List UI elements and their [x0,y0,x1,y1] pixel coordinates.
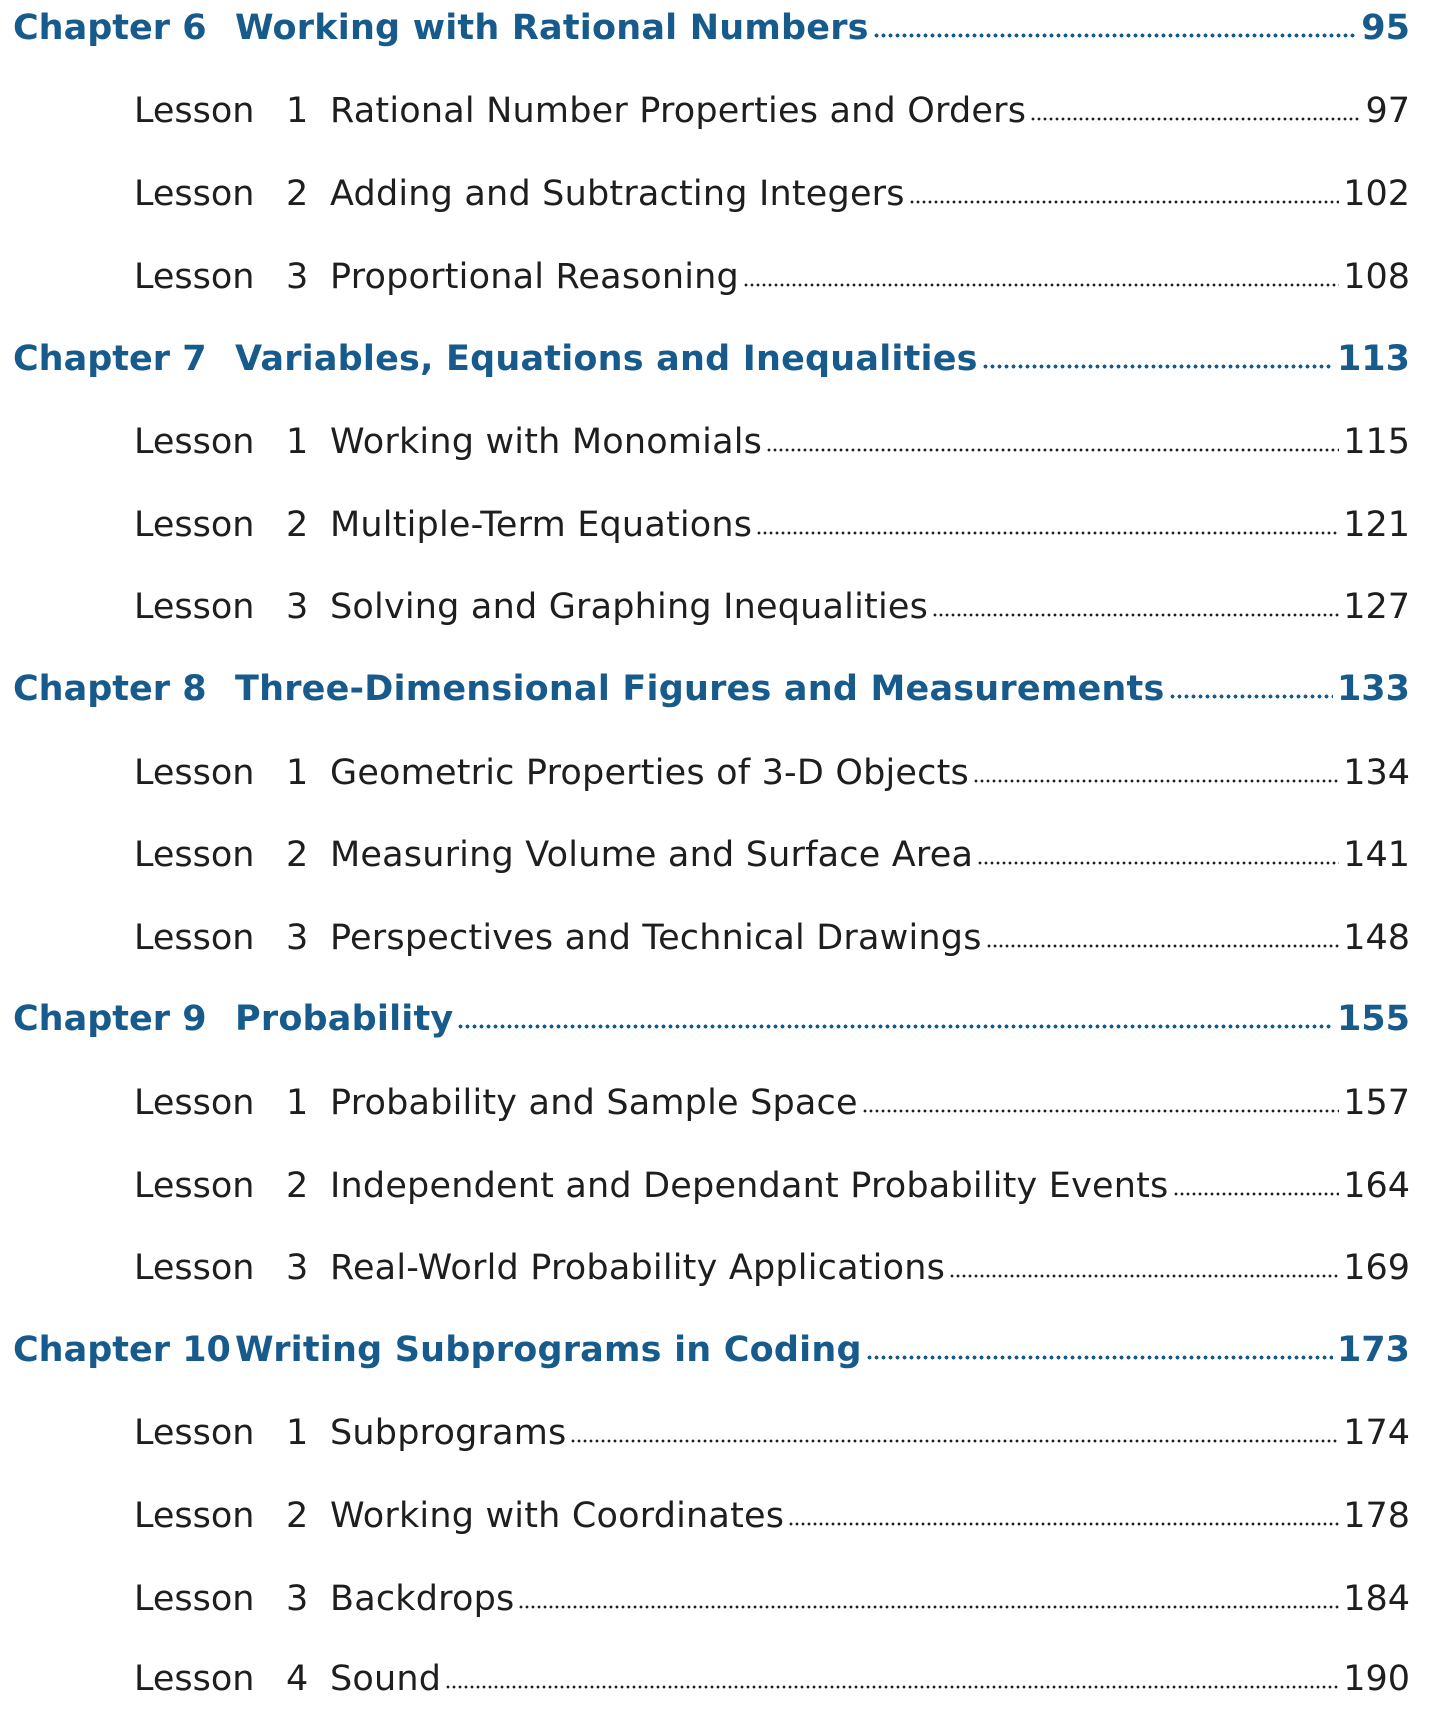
lesson-page-number: 164 [1343,1166,1410,1206]
lesson-number: 2 [286,1166,309,1206]
chapter-title: Probability [235,999,454,1039]
chapter-page-number: 155 [1336,999,1410,1039]
lesson-page-number: 134 [1343,753,1410,793]
lesson-title: Real-World Probability Applications [330,1248,946,1288]
dot-leader [973,779,1339,783]
lesson-page-number: 178 [1343,1496,1410,1536]
lesson-title: Multiple-Term Equations [330,505,753,545]
lesson-page-number: 102 [1343,174,1410,214]
dot-leader [873,33,1358,38]
chapter-page-number: 133 [1336,669,1410,709]
lesson-number: 1 [286,91,309,131]
lesson-number: 3 [286,257,309,297]
chapter-label: Chapter 10 [13,1330,231,1370]
lesson-page-number: 127 [1343,587,1410,627]
lesson-title: Sound [330,1659,442,1699]
lesson-label: Lesson [134,587,255,627]
lesson-number: 2 [286,505,309,545]
lesson-label: Lesson [134,505,255,545]
chapter-8-entry[interactable] [0,661,1445,721]
dot-leader [866,1355,1333,1360]
chapter-7-entry[interactable] [0,331,1445,391]
lesson-title: Independent and Dependant Probability Events [330,1166,1169,1206]
lesson-label: Lesson [134,1248,255,1288]
lesson-number: 2 [286,174,309,214]
lesson-label: Lesson [134,753,255,793]
lesson-entry[interactable] [0,413,1445,473]
lesson-entry[interactable] [0,1074,1445,1134]
lesson-page-number: 115 [1343,422,1410,462]
lesson-entry[interactable] [0,1487,1445,1547]
chapter-6-entry[interactable] [0,0,1445,60]
lesson-page-number: 157 [1343,1083,1410,1123]
lesson-number: 1 [286,1413,309,1453]
lesson-number: 1 [286,753,309,793]
chapter-page-number: 95 [1361,8,1410,48]
chapter-label: Chapter 8 [13,669,207,709]
chapter-9-entry[interactable] [0,991,1445,1051]
chapter-label: Chapter 7 [13,339,207,379]
lesson-label: Lesson [134,257,255,297]
lesson-label: Lesson [134,174,255,214]
dot-leader [445,1685,1339,1689]
dot-leader [862,1109,1339,1113]
lesson-entry[interactable] [0,1404,1445,1464]
lesson-number: 2 [286,835,309,875]
lesson-title: Rational Number Properties and Orders [330,91,1027,131]
dot-leader [977,861,1339,865]
lesson-title: Backdrops [330,1579,515,1619]
lesson-label: Lesson [134,1166,255,1206]
lesson-title: Proportional Reasoning [330,257,739,297]
dot-leader [982,364,1333,369]
lesson-label: Lesson [134,91,255,131]
lesson-label: Lesson [134,422,255,462]
lesson-entry[interactable] [0,578,1445,638]
lesson-number: 3 [286,1248,309,1288]
lesson-entry[interactable] [0,1157,1445,1217]
dot-leader [743,283,1339,287]
chapter-label: Chapter 9 [13,999,207,1039]
lesson-entry[interactable] [0,496,1445,556]
lesson-title: Subprograms [330,1413,567,1453]
lesson-entry[interactable] [0,1239,1445,1299]
dot-leader [949,1274,1339,1278]
lesson-page-number: 184 [1343,1579,1410,1619]
dot-leader [518,1605,1339,1609]
lesson-number: 2 [286,1496,309,1536]
lesson-page-number: 190 [1343,1659,1410,1699]
lesson-title: Perspectives and Technical Drawings [330,918,982,958]
lesson-label: Lesson [134,1579,255,1619]
dot-leader [1173,1192,1340,1196]
chapter-title: Writing Subprograms in Coding [235,1330,862,1370]
dot-leader [788,1522,1339,1526]
lesson-label: Lesson [134,918,255,958]
dot-leader [986,944,1340,948]
lesson-entry[interactable] [0,909,1445,969]
dot-leader [909,200,1339,204]
lesson-number: 1 [286,422,309,462]
chapter-page-number: 113 [1336,339,1410,379]
chapter-title: Variables, Equations and Inequalities [235,339,978,379]
lesson-entry[interactable] [0,82,1445,142]
lesson-number: 3 [286,918,309,958]
lesson-number: 3 [286,587,309,627]
lesson-page-number: 97 [1365,91,1410,131]
chapter-10-entry[interactable] [0,1322,1445,1382]
lesson-number: 3 [286,1579,309,1619]
lesson-entry[interactable] [0,248,1445,308]
lesson-label: Lesson [134,835,255,875]
lesson-label: Lesson [134,1413,255,1453]
dot-leader [457,1024,1333,1029]
lesson-entry[interactable] [0,826,1445,886]
lesson-title: Measuring Volume and Surface Area [330,835,974,875]
dot-leader [1030,117,1361,121]
lesson-page-number: 108 [1343,257,1410,297]
lesson-title: Probability and Sample Space [330,1083,858,1123]
lesson-entry[interactable] [0,165,1445,225]
dot-leader [766,448,1339,452]
dot-leader [756,531,1339,535]
lesson-title: Adding and Subtracting Integers [330,174,905,214]
lesson-title: Geometric Properties of 3-D Objects [330,753,969,793]
lesson-page-number: 141 [1343,835,1410,875]
dot-leader [1169,694,1333,699]
lesson-entry[interactable] [0,744,1445,804]
lesson-label: Lesson [134,1083,255,1123]
lesson-number: 1 [286,1083,309,1123]
lesson-label: Lesson [134,1496,255,1536]
lesson-page-number: 121 [1343,505,1410,545]
chapter-title: Working with Rational Numbers [235,8,869,48]
lesson-label: Lesson [134,1659,255,1699]
dot-leader [932,613,1339,617]
lesson-page-number: 174 [1343,1413,1410,1453]
lesson-title: Solving and Graphing Inequalities [330,587,929,627]
lesson-number: 4 [286,1659,309,1699]
lesson-title: Working with Coordinates [330,1496,785,1536]
lesson-page-number: 169 [1343,1248,1410,1288]
dot-leader [570,1439,1339,1443]
lesson-title: Working with Monomials [330,422,763,462]
chapter-label: Chapter 6 [13,8,207,48]
chapter-title: Three-Dimensional Figures and Measurements [235,669,1165,709]
chapter-page-number: 173 [1336,1330,1410,1370]
lesson-entry[interactable] [0,1570,1445,1630]
lesson-page-number: 148 [1343,918,1410,958]
lesson-entry[interactable] [0,1650,1445,1710]
